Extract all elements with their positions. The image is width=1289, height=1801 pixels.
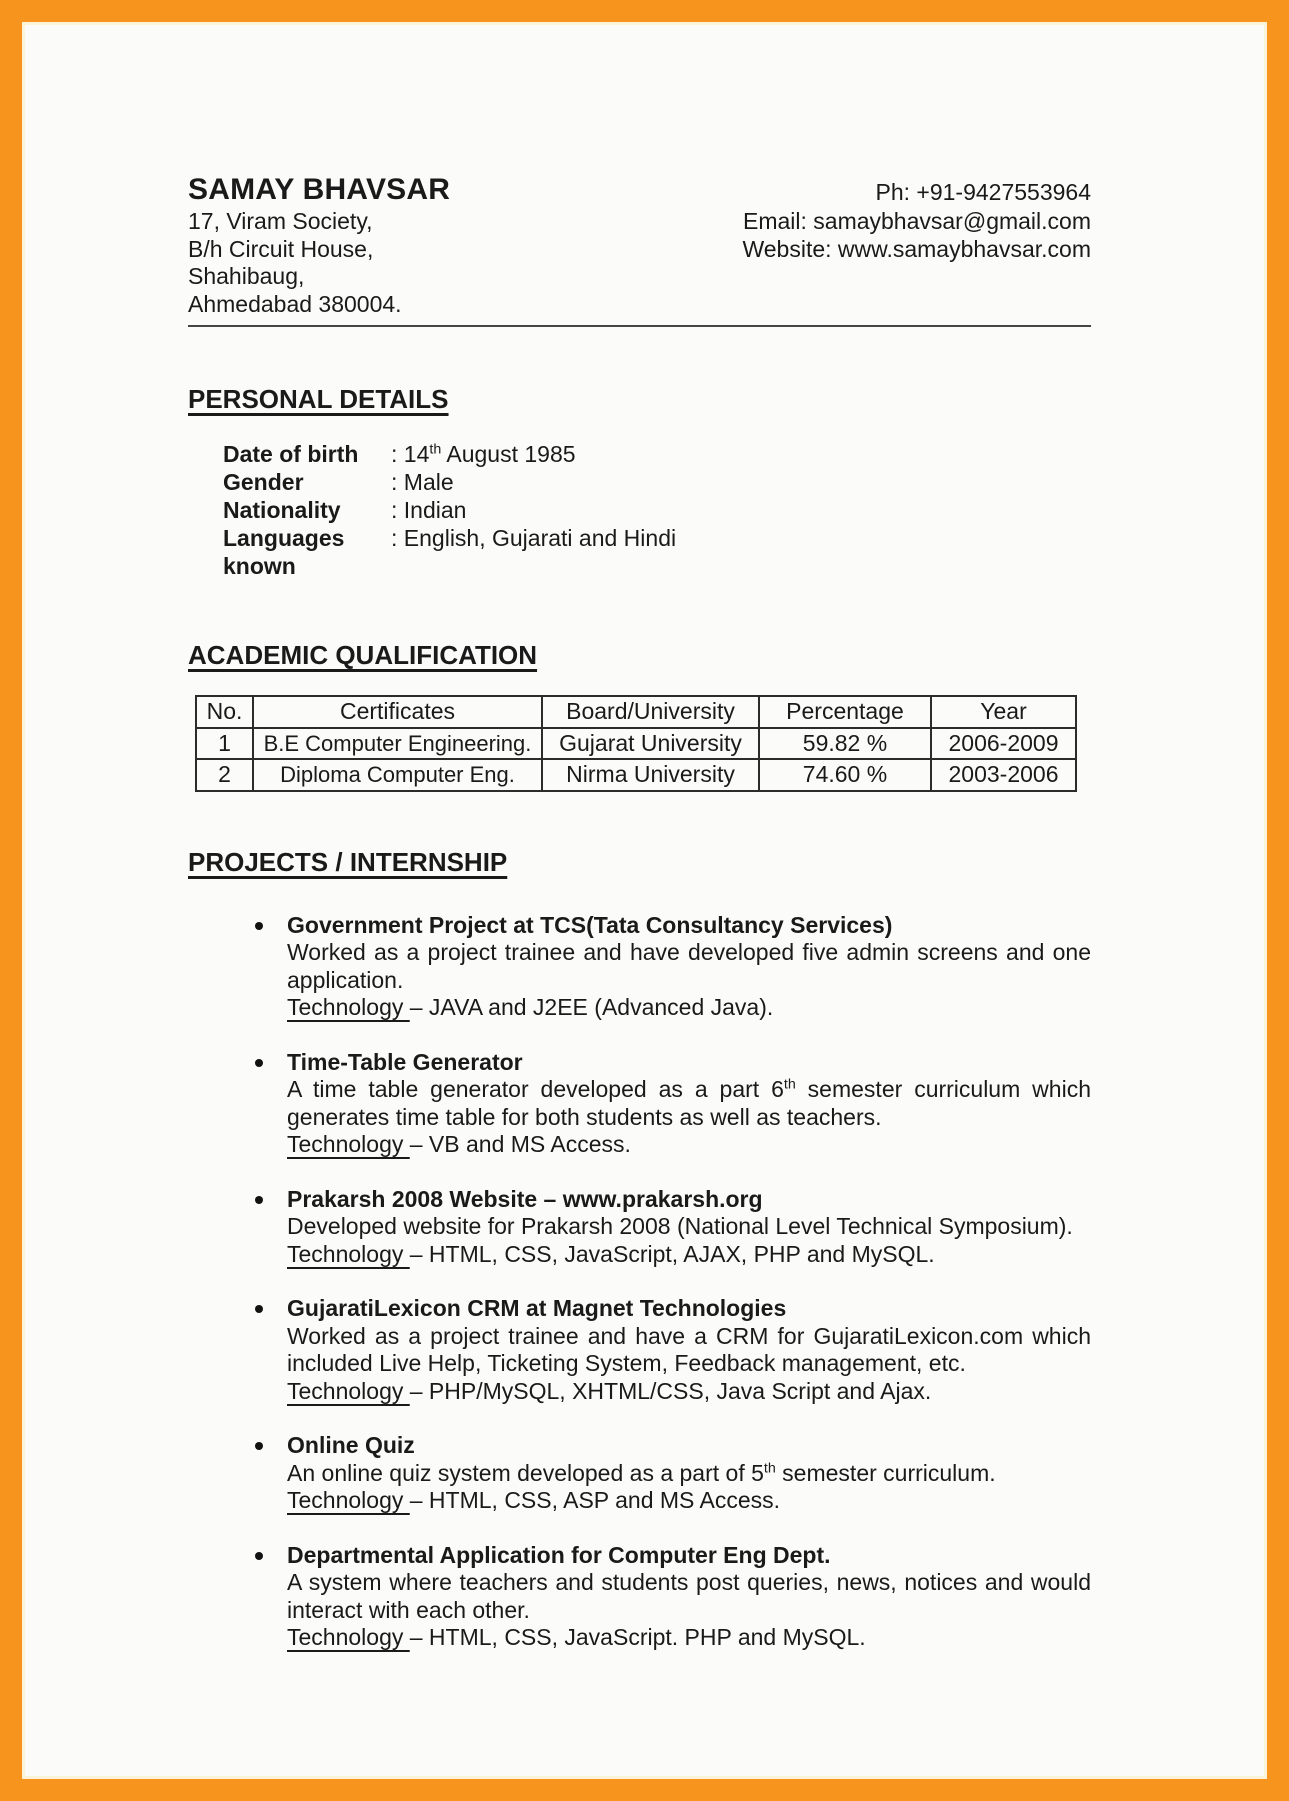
project-desc-line: Worked as a project trainee and have developed five admin screens and one <box>287 939 1091 965</box>
desc-pre: An online quiz system developed as a part of 5 <box>287 1459 764 1486</box>
project-desc-line: generates time table for both students as well as teachers. <box>287 1103 882 1130</box>
cell-certificate: Diploma Computer Eng. <box>253 759 542 791</box>
col-header-year: Year <box>931 696 1076 728</box>
col-header-board: Board/University <box>542 696 759 728</box>
dob-value-pre: : 14 <box>391 441 430 467</box>
address-line: Shahibaug, <box>188 263 305 289</box>
technology-value: – VB and MS Access. <box>409 1131 631 1157</box>
dob-ordinal-suffix: th <box>429 441 442 458</box>
project-title: Time-Table Generator <box>287 1048 523 1075</box>
bullet-icon <box>255 1196 263 1204</box>
header-divider <box>188 325 1091 327</box>
project-title: Government Project at TCS(Tata Consultancy Services) <box>287 911 893 938</box>
project-item-timetable <box>188 1049 1091 1159</box>
project-desc-line: Developed website for Prakarsh 2008 (National Level Technical Symposium). <box>287 1213 1073 1239</box>
bullet-icon <box>255 1552 263 1560</box>
detail-row-nationality <box>223 496 1091 524</box>
project-technology-line <box>287 1624 1091 1652</box>
dob-value-post: August 1985 <box>441 441 576 467</box>
table-header-row <box>196 696 1076 728</box>
project-technology-line <box>287 994 1091 1022</box>
technology-value: – JAVA and J2EE (Advanced Java). <box>409 994 774 1020</box>
detail-label: Languages known <box>223 525 345 579</box>
desc-post: semester curriculum which <box>795 1076 1091 1102</box>
cell-year: 2003-2006 <box>931 759 1076 791</box>
email-line: Email: samaybhavsar@gmail.com <box>742 207 1091 234</box>
col-header-certificates: Certificates <box>253 696 542 728</box>
address-line: Ahmedabad 380004. <box>188 290 402 317</box>
bullet-icon <box>255 922 263 930</box>
technology-value: – HTML, CSS, JavaScript. PHP and MySQL. <box>409 1624 866 1650</box>
project-desc-line <box>287 1460 1091 1488</box>
table-row <box>196 759 1076 791</box>
technology-label: Technology <box>287 1624 410 1650</box>
project-desc-line: interact with each other. <box>287 1596 530 1623</box>
cell-board: Nirma University <box>542 759 759 791</box>
header <box>188 172 1091 318</box>
page-content <box>22 22 1267 1779</box>
project-desc-line: Worked as a project trainee and have a CRM for GujaratiLexicon.com which <box>287 1322 1091 1349</box>
project-desc-line <box>287 1076 1091 1104</box>
technology-value: – PHP/MySQL, XHTML/CSS, Java Script and Ajax. <box>409 1377 932 1404</box>
contact-block <box>742 178 1091 318</box>
project-title: Prakarsh 2008 Website – www.prakarsh.org <box>287 1185 763 1212</box>
project-technology-line <box>287 1378 1091 1406</box>
cell-no: 1 <box>196 728 253 760</box>
project-desc-line: included Live Help, Ticketing System, Feedback management, etc. <box>287 1350 966 1376</box>
bullet-icon <box>255 1305 263 1313</box>
project-item-gujaratilexicon <box>188 1295 1091 1405</box>
detail-value <box>391 440 576 468</box>
address-line: B/h Circuit House, <box>188 235 374 262</box>
technology-label: Technology <box>287 1240 410 1267</box>
detail-row-gender <box>223 468 1091 496</box>
cell-percentage: 74.60 % <box>759 759 931 791</box>
person-name: SAMAY BHAVSAR <box>188 173 451 206</box>
academic-qualification-heading: ACADEMIC QUALIFICATION <box>188 640 538 670</box>
col-header-percentage: Percentage <box>759 696 931 728</box>
cell-year: 2006-2009 <box>931 728 1076 760</box>
academic-qualification-table <box>195 695 1077 792</box>
projects-internship-heading: PROJECTS / INTERNSHIP <box>188 846 508 877</box>
project-technology-line <box>287 1241 1091 1269</box>
bullet-icon <box>255 1059 263 1067</box>
project-desc-line: application. <box>287 966 404 993</box>
bullet-icon <box>255 1442 263 1450</box>
technology-label: Technology <box>287 994 410 1020</box>
cell-board: Gujarat University <box>542 728 759 760</box>
project-title: Online Quiz <box>287 1432 415 1458</box>
table-row <box>196 728 1076 760</box>
technology-value: – HTML, CSS, ASP and MS Access. <box>409 1487 781 1513</box>
detail-row-dob <box>223 440 1091 468</box>
detail-label: Nationality <box>223 497 341 523</box>
project-title: Departmental Application for Computer Eng Dept. <box>287 1541 831 1568</box>
identity-block <box>188 172 450 318</box>
cell-certificate: B.E Computer Engineering. <box>253 728 542 760</box>
desc-post: semester curriculum. <box>775 1459 996 1486</box>
project-technology-line <box>287 1131 1091 1159</box>
project-item-online-quiz <box>188 1432 1091 1515</box>
technology-label: Technology <box>287 1377 410 1404</box>
personal-details-list <box>223 440 1091 580</box>
detail-row-languages <box>223 524 1091 580</box>
address-line: 17, Viram Society, <box>188 208 373 234</box>
ordinal-suffix: th <box>783 1076 796 1093</box>
website-line: Website: www.samaybhavsar.com <box>742 236 1091 262</box>
projects-list <box>188 912 1091 1652</box>
project-item-prakarsh <box>188 1186 1091 1269</box>
cell-no: 2 <box>196 759 253 791</box>
project-item-tcs <box>188 912 1091 1022</box>
technology-label: Technology <box>287 1131 410 1157</box>
detail-label: Date of birth <box>223 441 359 467</box>
project-technology-line <box>287 1487 1091 1515</box>
detail-label: Gender <box>223 469 304 495</box>
project-item-departmental-app <box>188 1542 1091 1652</box>
project-title: GujaratiLexicon CRM at Magnet Technologies <box>287 1295 787 1321</box>
detail-value: : Male <box>391 469 454 495</box>
technology-value: – HTML, CSS, JavaScript, AJAX, PHP and MySQL. <box>409 1240 935 1267</box>
project-desc-line: A system where teachers and students post queries, news, notices and would <box>287 1569 1091 1595</box>
desc-pre: A time table generator developed as a part 6 <box>287 1076 784 1102</box>
ordinal-suffix: th <box>763 1459 776 1476</box>
personal-details-heading: PERSONAL DETAILS <box>188 384 449 414</box>
cell-percentage: 59.82 % <box>759 728 931 760</box>
phone-line: Ph: +91-9427553964 <box>875 179 1091 205</box>
detail-value: : English, Gujarati and Hindi <box>391 525 677 551</box>
technology-label: Technology <box>287 1487 410 1513</box>
col-header-no: No. <box>196 696 253 728</box>
detail-value: : Indian <box>391 497 467 523</box>
